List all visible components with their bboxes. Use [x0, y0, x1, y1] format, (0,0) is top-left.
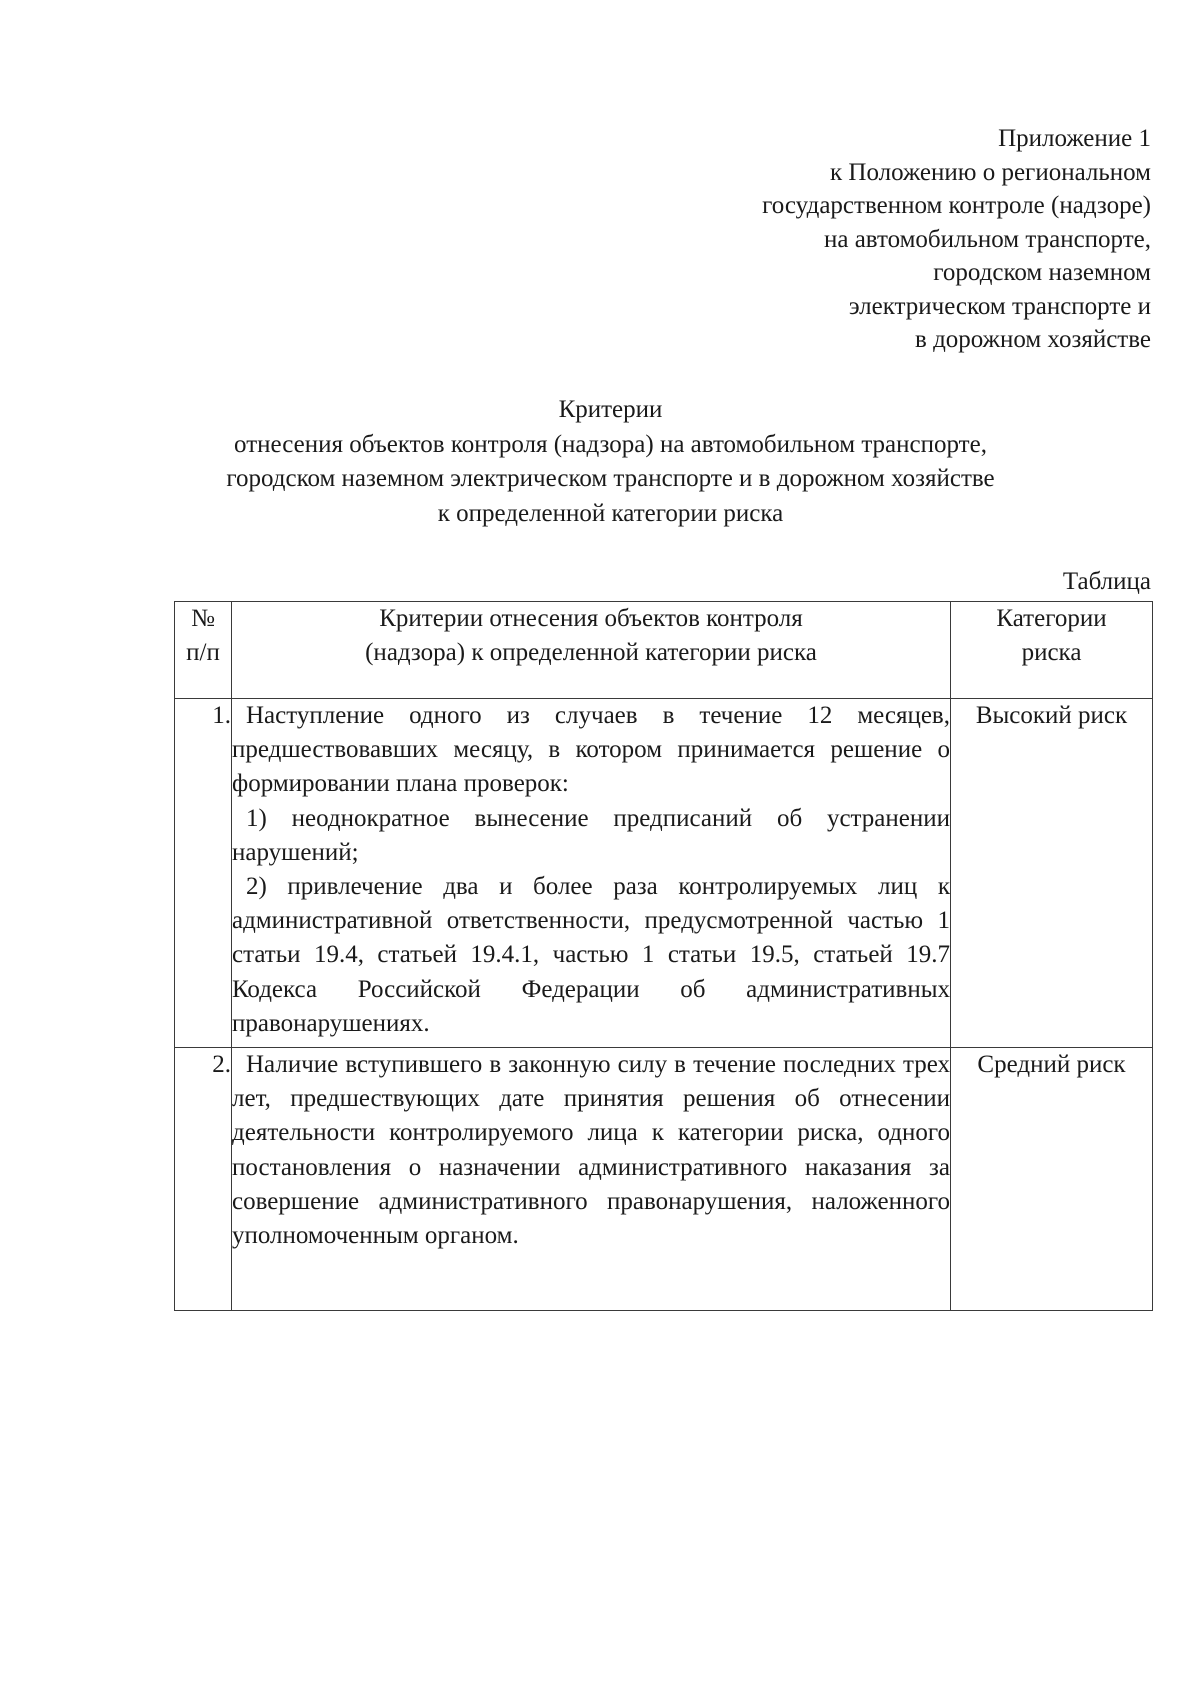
appendix-line: Приложение 1	[998, 125, 1151, 152]
appendix-header	[762, 122, 1151, 357]
row-criteria	[232, 699, 951, 1048]
title-line: к определенной категории риска	[437, 499, 784, 527]
row-category: Высокий риск	[951, 699, 1153, 1048]
header-criteria-line: Критерии отнесения объектов контроля	[379, 605, 803, 632]
criteria-table	[174, 601, 1153, 1311]
table-caption: Таблица	[1062, 568, 1151, 595]
row-category: Средний риск	[951, 1048, 1153, 1311]
title-heading: Критерии	[558, 396, 663, 423]
row-criteria	[232, 1048, 951, 1311]
header-criteria-line: (надзора) к определенной категории риска	[365, 639, 817, 666]
appendix-line: городском наземном	[933, 259, 1151, 286]
appendix-line: электрическом транспорте и	[848, 292, 1151, 320]
document-title	[0, 393, 1200, 531]
appendix-line: в дорожном хозяйстве	[915, 326, 1151, 353]
header-category-line: риска	[1021, 639, 1082, 666]
header-number	[175, 602, 232, 699]
table-header-row	[175, 602, 1153, 699]
title-line: городском наземном электрическом транспорте и в дорожном хозяйстве	[226, 465, 995, 492]
criteria-intro: Наличие вступившего в законную силу в течение последних трех лет, предшествующих дате принятия решения об отнесении деятельности контролируемого лица к категории риска, одного постановления о назначении административного наказания за совершение административного правонарушения, наложенного уполномоченным органом.	[232, 1051, 950, 1250]
header-category	[951, 602, 1153, 699]
table-row	[175, 1048, 1153, 1311]
appendix-line: на автомобильном транспорте,	[823, 225, 1151, 253]
criteria-item: 2) привлечение два и более раза контролируемых лиц к административной ответственности, предусмотренной частью 1 статьи 19.4, статьей 19.4.1, частью 1 статьи 19.5, статьей 19.7 Кодекса Российской Федерации об административных правонарушениях.	[232, 873, 950, 1037]
header-category-line: Категории	[996, 605, 1107, 632]
header-number-label: п/п	[186, 639, 220, 666]
criteria-item: 1) неоднократное вынесение предписаний об устранении нарушений;	[232, 804, 950, 866]
title-line: отнесения объектов контроля (надзора) на автомобильном транспорте,	[234, 430, 987, 458]
header-criteria	[232, 602, 951, 699]
table-row	[175, 699, 1153, 1048]
row-number: 2.	[175, 1048, 232, 1311]
appendix-line: к Положению о региональном	[830, 158, 1151, 186]
header-number-symbol: №	[191, 605, 215, 632]
row-number: 1.	[175, 699, 232, 1048]
appendix-line: государственном контроле (надзоре)	[762, 192, 1151, 219]
criteria-intro: Наступление одного из случаев в течение 12 месяцев, предшествовавших месяцу, в котором принимается решение о формировании плана проверок:	[232, 702, 950, 798]
